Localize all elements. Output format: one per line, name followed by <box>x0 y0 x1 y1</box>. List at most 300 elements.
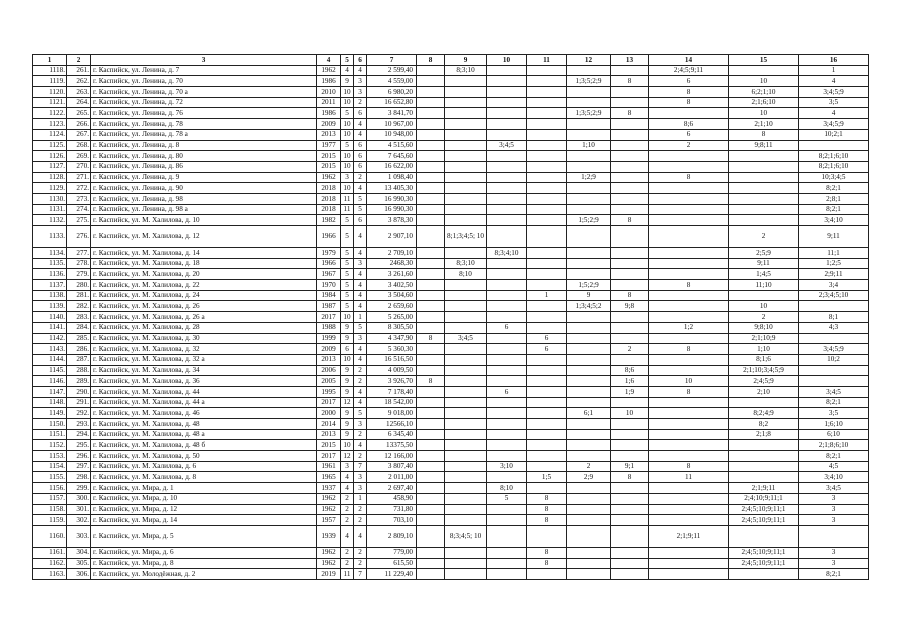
cell-col-7: 10 967,00 <box>367 119 417 130</box>
cell-col-8 <box>417 119 445 130</box>
cell-col-2: 266. <box>67 119 91 130</box>
cell-col-12 <box>567 558 611 569</box>
cell-col-4: 2015 <box>317 161 341 172</box>
housing-register-table <box>32 54 869 580</box>
cell-col-7: 731,80 <box>367 504 417 515</box>
cell-col-6: 4 <box>354 65 367 76</box>
cell-col-16: 8;2;1;6;10 <box>799 161 869 172</box>
cell-col-11 <box>527 419 567 430</box>
cell-col-4: 2014 <box>317 419 341 430</box>
cell-col-6: 7 <box>354 461 367 472</box>
cell-col-13 <box>611 547 649 558</box>
cell-col-13: 9;1 <box>611 461 649 472</box>
cell-col-15: 2;10 <box>729 386 799 397</box>
cell-col-9 <box>445 547 487 558</box>
cell-col-3: г. Каспийск, ул. М. Халилова, д. 22 <box>91 280 317 291</box>
cell-col-4: 1937 <box>317 483 341 494</box>
cell-col-7: 5 360,30 <box>367 344 417 355</box>
cell-col-3: г. Каспийск, ул. Ленина, д. 7 <box>91 65 317 76</box>
cell-col-16: 3 <box>799 547 869 558</box>
cell-col-15 <box>729 461 799 472</box>
cell-col-9 <box>445 483 487 494</box>
cell-col-2: 262. <box>67 76 91 87</box>
cell-col-13: 9;8 <box>611 301 649 312</box>
cell-col-5: 6 <box>341 344 354 355</box>
cell-col-7: 16 622,00 <box>367 161 417 172</box>
cell-col-13 <box>611 525 649 547</box>
cell-col-12: 1;5;2;9 <box>567 280 611 291</box>
cell-col-5: 5 <box>341 258 354 269</box>
cell-col-11 <box>527 301 567 312</box>
cell-col-2: 275. <box>67 215 91 226</box>
cell-col-10 <box>487 129 527 140</box>
cell-col-15: 11;10 <box>729 280 799 291</box>
cell-col-9 <box>445 344 487 355</box>
cell-col-9 <box>445 472 487 483</box>
cell-col-5: 11 <box>341 204 354 215</box>
cell-col-7: 615,50 <box>367 558 417 569</box>
cell-col-4: 1986 <box>317 76 341 87</box>
cell-col-8 <box>417 472 445 483</box>
cell-col-16: 8;2;1 <box>799 397 869 408</box>
cell-col-5: 4 <box>341 483 354 494</box>
table-row <box>33 397 869 408</box>
cell-col-15 <box>729 290 799 301</box>
cell-col-10: 6 <box>487 386 527 397</box>
column-header-3: 3 <box>91 55 317 66</box>
cell-col-5: 4 <box>341 525 354 547</box>
cell-col-14 <box>649 161 729 172</box>
cell-col-6: 4 <box>354 397 367 408</box>
cell-col-1: 1158. <box>33 504 67 515</box>
cell-col-12 <box>567 483 611 494</box>
table-row <box>33 525 869 547</box>
cell-col-3: г. Каспийск, ул. М. Халилова, д. 48 а <box>91 429 317 440</box>
cell-col-14 <box>649 204 729 215</box>
cell-col-6: 6 <box>354 161 367 172</box>
cell-col-11 <box>527 172 567 183</box>
cell-col-7: 2 011,00 <box>367 472 417 483</box>
cell-col-6: 3 <box>354 258 367 269</box>
cell-col-5: 5 <box>341 108 354 119</box>
cell-col-11 <box>527 87 567 98</box>
cell-col-6: 6 <box>354 151 367 162</box>
cell-col-13: 10 <box>611 408 649 419</box>
cell-col-10: 3;4;5 <box>487 140 527 151</box>
cell-col-11 <box>527 386 567 397</box>
cell-col-11: 8 <box>527 547 567 558</box>
cell-col-4: 1965 <box>317 472 341 483</box>
cell-col-13 <box>611 280 649 291</box>
table-row <box>33 119 869 130</box>
cell-col-9 <box>445 515 487 526</box>
cell-col-4: 1961 <box>317 461 341 472</box>
cell-col-12 <box>567 226 611 248</box>
cell-col-6: 5 <box>354 322 367 333</box>
cell-col-14: 8;6 <box>649 119 729 130</box>
cell-col-2: 298. <box>67 472 91 483</box>
cell-col-13 <box>611 440 649 451</box>
cell-col-3: г. Каспийск, ул. М. Халилова, д. 34 <box>91 365 317 376</box>
cell-col-9 <box>445 461 487 472</box>
cell-col-13 <box>611 483 649 494</box>
cell-col-15: 10 <box>729 76 799 87</box>
cell-col-14 <box>649 269 729 280</box>
cell-col-4: 2017 <box>317 397 341 408</box>
cell-col-5: 9 <box>341 419 354 430</box>
cell-col-7: 18 542,00 <box>367 397 417 408</box>
cell-col-16: 3;4;5;9 <box>799 344 869 355</box>
cell-col-1: 1133. <box>33 226 67 248</box>
cell-col-14 <box>649 290 729 301</box>
cell-col-15 <box>729 65 799 76</box>
cell-col-11: 6 <box>527 344 567 355</box>
cell-col-14 <box>649 193 729 204</box>
cell-col-4: 2013 <box>317 429 341 440</box>
cell-col-7: 2468,30 <box>367 258 417 269</box>
cell-col-7: 1 098,40 <box>367 172 417 183</box>
cell-col-14 <box>649 440 729 451</box>
cell-col-11 <box>527 161 567 172</box>
cell-col-14: 10 <box>649 376 729 387</box>
cell-col-1: 1138. <box>33 290 67 301</box>
cell-col-10: 6 <box>487 322 527 333</box>
cell-col-8 <box>417 87 445 98</box>
cell-col-5: 3 <box>341 461 354 472</box>
cell-col-2: 301. <box>67 504 91 515</box>
cell-col-12: 1;3;4;5;2 <box>567 301 611 312</box>
cell-col-5: 11 <box>341 193 354 204</box>
cell-col-4: 2005 <box>317 376 341 387</box>
cell-col-6: 2 <box>354 558 367 569</box>
cell-col-13 <box>611 226 649 248</box>
cell-col-12 <box>567 312 611 323</box>
cell-col-11 <box>527 108 567 119</box>
table-row <box>33 386 869 397</box>
cell-col-12 <box>567 333 611 344</box>
cell-col-13 <box>611 161 649 172</box>
cell-col-8 <box>417 204 445 215</box>
cell-col-16: 4;5 <box>799 461 869 472</box>
cell-col-8 <box>417 226 445 248</box>
cell-col-2: 287. <box>67 354 91 365</box>
cell-col-14 <box>649 108 729 119</box>
cell-col-7: 16 652,80 <box>367 97 417 108</box>
cell-col-15: 1;4;5 <box>729 269 799 280</box>
cell-col-4: 2009 <box>317 344 341 355</box>
cell-col-16: 10;2 <box>799 354 869 365</box>
cell-col-9 <box>445 280 487 291</box>
cell-col-2: 274. <box>67 204 91 215</box>
cell-col-9 <box>445 386 487 397</box>
cell-col-2: 268. <box>67 140 91 151</box>
cell-col-3: г. Каспийск, ул. М. Халилова, д. 26 <box>91 301 317 312</box>
cell-col-7: 12 166,00 <box>367 451 417 462</box>
cell-col-12 <box>567 258 611 269</box>
cell-col-1: 1151. <box>33 429 67 440</box>
cell-col-8 <box>417 65 445 76</box>
cell-col-1: 1143. <box>33 344 67 355</box>
cell-col-6: 2 <box>354 515 367 526</box>
cell-col-4: 2009 <box>317 119 341 130</box>
cell-col-4: 1939 <box>317 525 341 547</box>
cell-col-13 <box>611 97 649 108</box>
cell-col-13 <box>611 258 649 269</box>
cell-col-10 <box>487 397 527 408</box>
cell-col-9 <box>445 172 487 183</box>
cell-col-9 <box>445 76 487 87</box>
cell-col-2: 300. <box>67 493 91 504</box>
cell-col-4: 1970 <box>317 280 341 291</box>
cell-col-6: 2 <box>354 504 367 515</box>
cell-col-6: 4 <box>354 226 367 248</box>
cell-col-16: 9;11 <box>799 226 869 248</box>
cell-col-1: 1148. <box>33 397 67 408</box>
cell-col-5: 9 <box>341 365 354 376</box>
cell-col-3: г. Каспийск, ул. М. Халилова, д. 30 <box>91 333 317 344</box>
cell-col-6: 3 <box>354 87 367 98</box>
cell-col-5: 10 <box>341 354 354 365</box>
cell-col-7: 13375,50 <box>367 440 417 451</box>
cell-col-8 <box>417 215 445 226</box>
cell-col-8 <box>417 547 445 558</box>
cell-col-15 <box>729 204 799 215</box>
cell-col-7: 779,00 <box>367 547 417 558</box>
cell-col-12 <box>567 440 611 451</box>
cell-col-1: 1122. <box>33 108 67 119</box>
cell-col-16: 4;3 <box>799 322 869 333</box>
cell-col-11 <box>527 408 567 419</box>
cell-col-2: 277. <box>67 248 91 259</box>
cell-col-9 <box>445 119 487 130</box>
cell-col-3: г. Каспийск, ул. Ленина, д. 78 а <box>91 129 317 140</box>
cell-col-1: 1118. <box>33 65 67 76</box>
cell-col-11 <box>527 76 567 87</box>
cell-col-15: 10 <box>729 108 799 119</box>
column-header-15: 15 <box>729 55 799 66</box>
cell-col-8 <box>417 108 445 119</box>
cell-col-11 <box>527 248 567 259</box>
column-header-2: 2 <box>67 55 91 66</box>
column-header-12: 12 <box>567 55 611 66</box>
cell-col-2: 280. <box>67 280 91 291</box>
cell-col-2: 299. <box>67 483 91 494</box>
cell-col-3: г. Каспийск, ул. М. Халилова, д. 24 <box>91 290 317 301</box>
cell-col-11 <box>527 569 567 580</box>
cell-col-8 <box>417 193 445 204</box>
cell-col-4: 1966 <box>317 226 341 248</box>
cell-col-10 <box>487 87 527 98</box>
cell-col-11 <box>527 269 567 280</box>
cell-col-14 <box>649 558 729 569</box>
cell-col-13: 8 <box>611 472 649 483</box>
table-row <box>33 280 869 291</box>
table-row <box>33 408 869 419</box>
cell-col-9 <box>445 376 487 387</box>
cell-col-3: г. Каспийск, ул. М. Халилова, д. 6 <box>91 461 317 472</box>
cell-col-9 <box>445 429 487 440</box>
cell-col-2: 281. <box>67 290 91 301</box>
cell-col-4: 2015 <box>317 151 341 162</box>
cell-col-10 <box>487 204 527 215</box>
cell-col-14: 8 <box>649 172 729 183</box>
table-header <box>33 55 869 66</box>
cell-col-8 <box>417 151 445 162</box>
cell-col-3: г. Каспийск, ул. Молодёжная, д. 2 <box>91 569 317 580</box>
cell-col-11 <box>527 451 567 462</box>
cell-col-1: 1149. <box>33 408 67 419</box>
cell-col-6: 2 <box>354 429 367 440</box>
cell-col-9 <box>445 161 487 172</box>
cell-col-8 <box>417 451 445 462</box>
cell-col-12 <box>567 525 611 547</box>
cell-col-6: 4 <box>354 386 367 397</box>
cell-col-3: г. Каспийск, ул. Ленина, д. 8 <box>91 140 317 151</box>
column-header-7: 7 <box>367 55 417 66</box>
cell-col-9 <box>445 204 487 215</box>
cell-col-12: 1;3;5;2;9 <box>567 76 611 87</box>
cell-col-9 <box>445 408 487 419</box>
cell-col-12 <box>567 129 611 140</box>
table-row <box>33 483 869 494</box>
cell-col-15: 2;4;5;10;9;11;1 <box>729 515 799 526</box>
cell-col-14: 8 <box>649 97 729 108</box>
cell-col-12 <box>567 97 611 108</box>
cell-col-4: 2018 <box>317 193 341 204</box>
cell-col-10 <box>487 151 527 162</box>
table-row <box>33 429 869 440</box>
cell-col-12 <box>567 193 611 204</box>
cell-col-11 <box>527 65 567 76</box>
cell-col-1: 1137. <box>33 280 67 291</box>
cell-col-3: г. Каспийск, ул. М. Халилова, д. 44 а <box>91 397 317 408</box>
cell-col-14: 8 <box>649 386 729 397</box>
cell-col-7: 4 515,60 <box>367 140 417 151</box>
cell-col-11: 8 <box>527 515 567 526</box>
table-row <box>33 87 869 98</box>
cell-col-4: 2010 <box>317 87 341 98</box>
cell-col-10 <box>487 97 527 108</box>
cell-col-4: 2000 <box>317 408 341 419</box>
cell-col-16: 3;4;10 <box>799 472 869 483</box>
cell-col-2: 279. <box>67 269 91 280</box>
cell-col-7: 3 841,70 <box>367 108 417 119</box>
cell-col-15: 2;1;8 <box>729 429 799 440</box>
cell-col-12 <box>567 183 611 194</box>
cell-col-12: 2 <box>567 461 611 472</box>
cell-col-4: 1966 <box>317 258 341 269</box>
cell-col-12 <box>567 397 611 408</box>
column-header-14: 14 <box>649 55 729 66</box>
cell-col-9 <box>445 215 487 226</box>
cell-col-3: г. Каспийск, ул. М. Халилова, д. 12 <box>91 226 317 248</box>
cell-col-5: 9 <box>341 429 354 440</box>
cell-col-12 <box>567 204 611 215</box>
cell-col-12 <box>567 248 611 259</box>
cell-col-4: 2017 <box>317 451 341 462</box>
table-row <box>33 258 869 269</box>
cell-col-4: 1995 <box>317 386 341 397</box>
cell-col-16: 2;8;1 <box>799 193 869 204</box>
cell-col-14 <box>649 258 729 269</box>
table-row <box>33 301 869 312</box>
cell-col-15 <box>729 451 799 462</box>
cell-col-4: 2013 <box>317 354 341 365</box>
cell-col-15 <box>729 183 799 194</box>
cell-col-5: 9 <box>341 333 354 344</box>
cell-col-15 <box>729 525 799 547</box>
cell-col-7: 4 009,50 <box>367 365 417 376</box>
cell-col-2: 276. <box>67 226 91 248</box>
cell-col-7: 2 709,10 <box>367 248 417 259</box>
cell-col-11 <box>527 483 567 494</box>
table-row <box>33 76 869 87</box>
cell-col-9 <box>445 419 487 430</box>
cell-col-1: 1124. <box>33 129 67 140</box>
cell-col-7: 16 990,30 <box>367 204 417 215</box>
cell-col-3: г. Каспийск, ул. М. Халилова, д. 44 <box>91 386 317 397</box>
cell-col-1: 1129. <box>33 183 67 194</box>
cell-col-9 <box>445 558 487 569</box>
cell-col-13: 1;9 <box>611 386 649 397</box>
cell-col-5: 9 <box>341 322 354 333</box>
cell-col-8 <box>417 408 445 419</box>
cell-col-5: 10 <box>341 440 354 451</box>
cell-col-11: 1;5 <box>527 472 567 483</box>
cell-col-6: 5 <box>354 408 367 419</box>
cell-col-14 <box>649 183 729 194</box>
cell-col-1: 1161. <box>33 547 67 558</box>
cell-col-7: 11 229,40 <box>367 569 417 580</box>
cell-col-7: 2 907,10 <box>367 226 417 248</box>
cell-col-5: 5 <box>341 226 354 248</box>
cell-col-3: г. Каспийск, ул. Ленина, д. 98 а <box>91 204 317 215</box>
cell-col-12 <box>567 344 611 355</box>
cell-col-6: 4 <box>354 525 367 547</box>
cell-col-15: 10 <box>729 301 799 312</box>
cell-col-2: 305. <box>67 558 91 569</box>
cell-col-16: 3;4 <box>799 280 869 291</box>
table-row <box>33 493 869 504</box>
cell-col-13 <box>611 493 649 504</box>
cell-col-1: 1144. <box>33 354 67 365</box>
cell-col-1: 1128. <box>33 172 67 183</box>
cell-col-8 <box>417 569 445 580</box>
cell-col-12 <box>567 151 611 162</box>
cell-col-12 <box>567 419 611 430</box>
cell-col-7: 7 178,40 <box>367 386 417 397</box>
cell-col-13 <box>611 569 649 580</box>
cell-col-9: 8;10 <box>445 269 487 280</box>
cell-col-1: 1155. <box>33 472 67 483</box>
cell-col-16: 8;2;1 <box>799 569 869 580</box>
cell-col-5: 2 <box>341 558 354 569</box>
cell-col-12 <box>567 451 611 462</box>
cell-col-3: г. Каспийск, ул. Ленина, д. 76 <box>91 108 317 119</box>
cell-col-2: 267. <box>67 129 91 140</box>
cell-col-10 <box>487 183 527 194</box>
table-row <box>33 312 869 323</box>
cell-col-6: 4 <box>354 280 367 291</box>
cell-col-5: 2 <box>341 504 354 515</box>
cell-col-12 <box>567 365 611 376</box>
cell-col-16: 3;5 <box>799 97 869 108</box>
cell-col-3: г. Каспийск, ул. М. Халилова, д. 26 а <box>91 312 317 323</box>
cell-col-8: 8 <box>417 376 445 387</box>
cell-col-14 <box>649 354 729 365</box>
cell-col-11 <box>527 312 567 323</box>
cell-col-2: 294. <box>67 429 91 440</box>
